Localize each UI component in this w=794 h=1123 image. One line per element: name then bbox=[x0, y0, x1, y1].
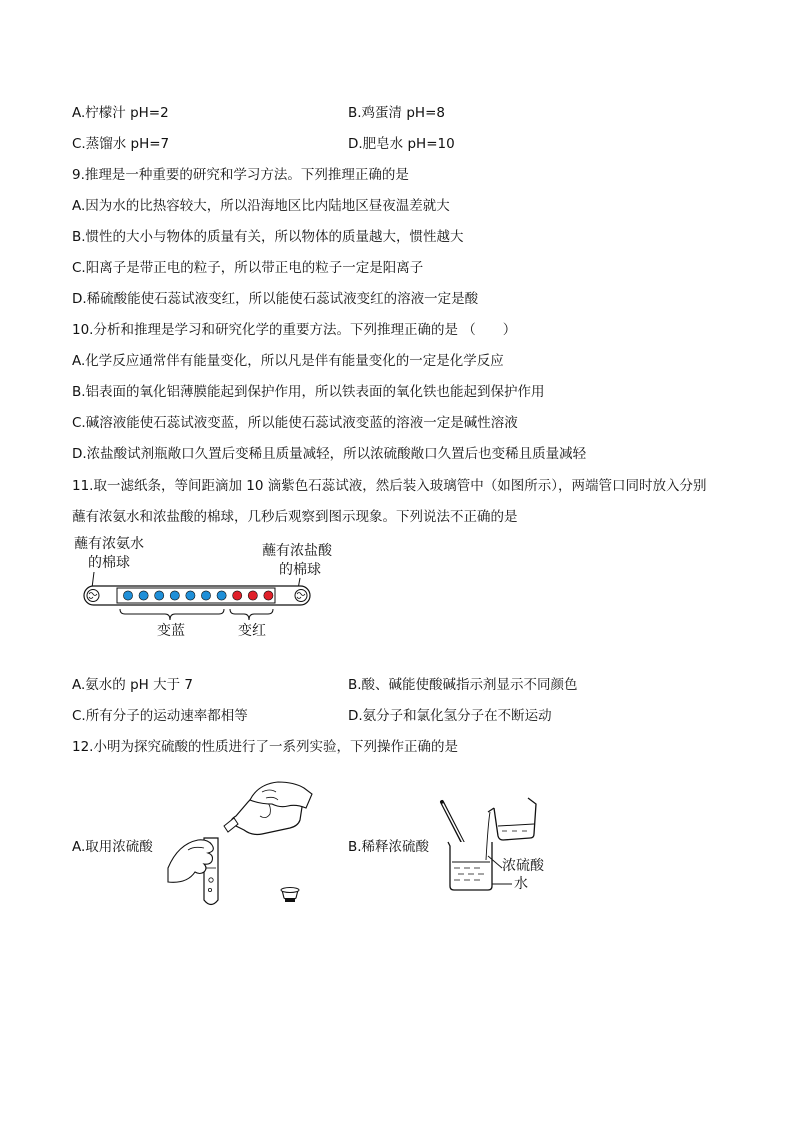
blue-indicator-drop bbox=[139, 591, 148, 600]
blue-indicator-drop bbox=[186, 591, 195, 600]
q10-option-d: D.浓盐酸试剂瓶敞口久置后变稀且质量减轻，所以浓硫酸敞口久置后也变稀且质量减轻 bbox=[72, 446, 587, 462]
q9-option-b: B.惯性的大小与物体的质量有关，所以物体的质量越大，惯性越大 bbox=[72, 229, 464, 245]
q10-stem: 10.分析和推理是学习和研究化学的重要方法。下列推理正确的是 （ ） bbox=[72, 322, 517, 338]
q11-right-label-line1: 蘸有浓盐酸 bbox=[262, 543, 332, 559]
q10-option-c: C.碱溶液能使石蕊试液变蓝，所以能使石蕊试液变蓝的溶液一定是碱性溶液 bbox=[72, 415, 518, 431]
q8-option-b: B.鸡蛋清 pH=8 bbox=[348, 105, 445, 121]
blue-indicator-drop bbox=[217, 591, 226, 600]
blue-indicator-drop bbox=[155, 591, 164, 600]
q11-left-label-line2: 的棉球 bbox=[88, 555, 130, 571]
q12-stem: 12.小明为探究硫酸的性质进行了一系列实验，下列操作正确的是 bbox=[72, 739, 458, 755]
q12-option-b: B.稀释浓硫酸 bbox=[348, 839, 430, 855]
q11-option-b: B.酸、碱能使酸碱指示剂显示不同颜色 bbox=[348, 677, 578, 693]
label-water: 水 bbox=[514, 876, 528, 892]
q11-right-label-line2: 的棉球 bbox=[279, 562, 321, 578]
q12-pouring-illustration bbox=[166, 780, 316, 912]
upper-beaker bbox=[486, 798, 536, 860]
q12-option-a: A.取用浓硫酸 bbox=[72, 839, 153, 855]
q12-dilution-illustration bbox=[432, 796, 552, 896]
q8-option-d: D.肥皂水 pH=10 bbox=[348, 136, 455, 152]
q11-blue-label: 变蓝 bbox=[157, 623, 185, 639]
q8-option-c: C.蒸馏水 pH=7 bbox=[72, 136, 170, 152]
q10-option-a: A.化学反应通常伴有能量变化，所以凡是伴有能量变化的一定是化学反应 bbox=[72, 353, 504, 369]
q8-option-a: A.柠檬汁 pH=2 bbox=[72, 105, 169, 121]
q10-option-b: B.铝表面的氧化铝薄膜能起到保护作用，所以铁表面的氧化铁也能起到保护作用 bbox=[72, 384, 545, 400]
red-indicator-drop bbox=[233, 591, 242, 600]
q11-stem-line1: 11.取一滤纸条，等间距滴加 10 滴紫色石蕊试液，然后装入玻璃管中（如图所示），两端管口同时放入分别 bbox=[72, 478, 707, 494]
q11-glass-tube-figure bbox=[72, 536, 332, 642]
q11-left-cotton-ball bbox=[87, 590, 99, 602]
blue-indicator-drop bbox=[123, 591, 132, 600]
q9-option-d: D.稀硫酸能使石蕊试液变红，所以能使石蕊试液变红的溶液一定是酸 bbox=[72, 291, 479, 307]
q11-option-c: C.所有分子的运动速率都相等 bbox=[72, 708, 248, 724]
q9-stem: 9.推理是一种重要的研究和学习方法。下列推理正确的是 bbox=[72, 167, 409, 183]
q11-option-d: D.氨分子和氯化氢分子在不断运动 bbox=[348, 708, 552, 724]
lower-beaker bbox=[448, 842, 492, 890]
q11-red-label: 变红 bbox=[238, 623, 266, 639]
red-indicator-drop bbox=[248, 591, 257, 600]
red-indicator-drop bbox=[264, 591, 273, 600]
q11-left-label-line1: 蘸有浓氨水 bbox=[74, 536, 144, 552]
q11-blue-brace bbox=[120, 609, 224, 620]
label-concentrated-acid: 浓硫酸 bbox=[502, 858, 544, 874]
q11-right-cotton-ball bbox=[295, 590, 307, 602]
blue-indicator-drop bbox=[170, 591, 179, 600]
q11-red-brace bbox=[230, 609, 273, 620]
q11-stem-line2: 蘸有浓氨水和浓盐酸的棉球，几秒后观察到图示现象。下列说法不正确的是 bbox=[72, 509, 518, 525]
bottle-stopper bbox=[281, 888, 299, 903]
q11-option-a: A.氨水的 pH 大于 7 bbox=[72, 677, 193, 693]
q9-option-c: C.阳离子是带正电的粒子，所以带正电的粒子一定是阳离子 bbox=[72, 260, 424, 276]
blue-indicator-drop bbox=[201, 591, 210, 600]
q9-option-a: A.因为水的比热容较大，所以沿海地区比内陆地区昼夜温差就大 bbox=[72, 198, 450, 214]
